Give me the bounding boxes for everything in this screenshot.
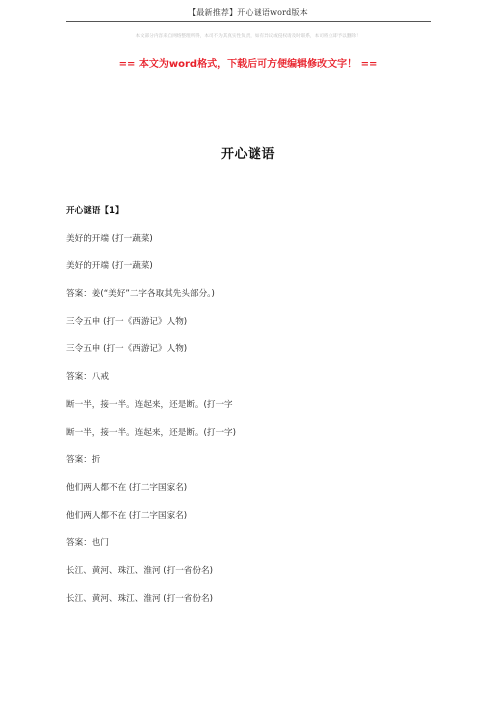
riddle-line: 他们两人都不在 (打二字国家名) (66, 510, 188, 521)
answer-line: 答案：折 (66, 455, 101, 466)
document-body (66, 205, 431, 620)
riddle-line: 断一半，接一半。连起来，还是断。(打一字) (66, 427, 236, 438)
answer-line: 答案：也门 (66, 538, 109, 549)
page-header-title: 【最新推荐】开心谜语word版本 (188, 8, 308, 17)
riddle-line: 三令五申 (打一《西游记》人物) (66, 316, 188, 327)
header-divider (66, 21, 431, 22)
riddle-line: 断一半，接一半。连起来，还是断。(打一字 (66, 399, 233, 410)
riddle-line: 三令五申 (打一《西游记》人物) (66, 344, 188, 355)
answer-line: 答案：姜(“美好”二字各取其先头部分。) (66, 289, 215, 300)
riddle-line: 长江、黄河、珠江、淮河 (打一省份名) (66, 565, 213, 576)
word-format-notice: == 本文为word格式，下载后可方便编辑修改文字！ == (118, 59, 378, 70)
riddle-line: 美好的开端 (打一蔬菜) (66, 261, 153, 272)
section-heading: 开心谜语【1】 (66, 206, 124, 216)
riddle-line: 美好的开端 (打一蔬菜) (66, 233, 153, 244)
answer-line: 答案：八戒 (66, 372, 109, 383)
riddle-line: 他们两人都不在 (打二字国家名) (66, 482, 188, 493)
riddle-line: 长江、黄河、珠江、淮河 (打一省份名) (66, 593, 213, 604)
disclaimer-text: 本文部分内容来自网络整理所得，本司不为其真实性负责，如有异议或侵权请及时联系，本司将立即予以删除！ (135, 34, 361, 39)
document-title: 开心谜语 (220, 147, 275, 162)
